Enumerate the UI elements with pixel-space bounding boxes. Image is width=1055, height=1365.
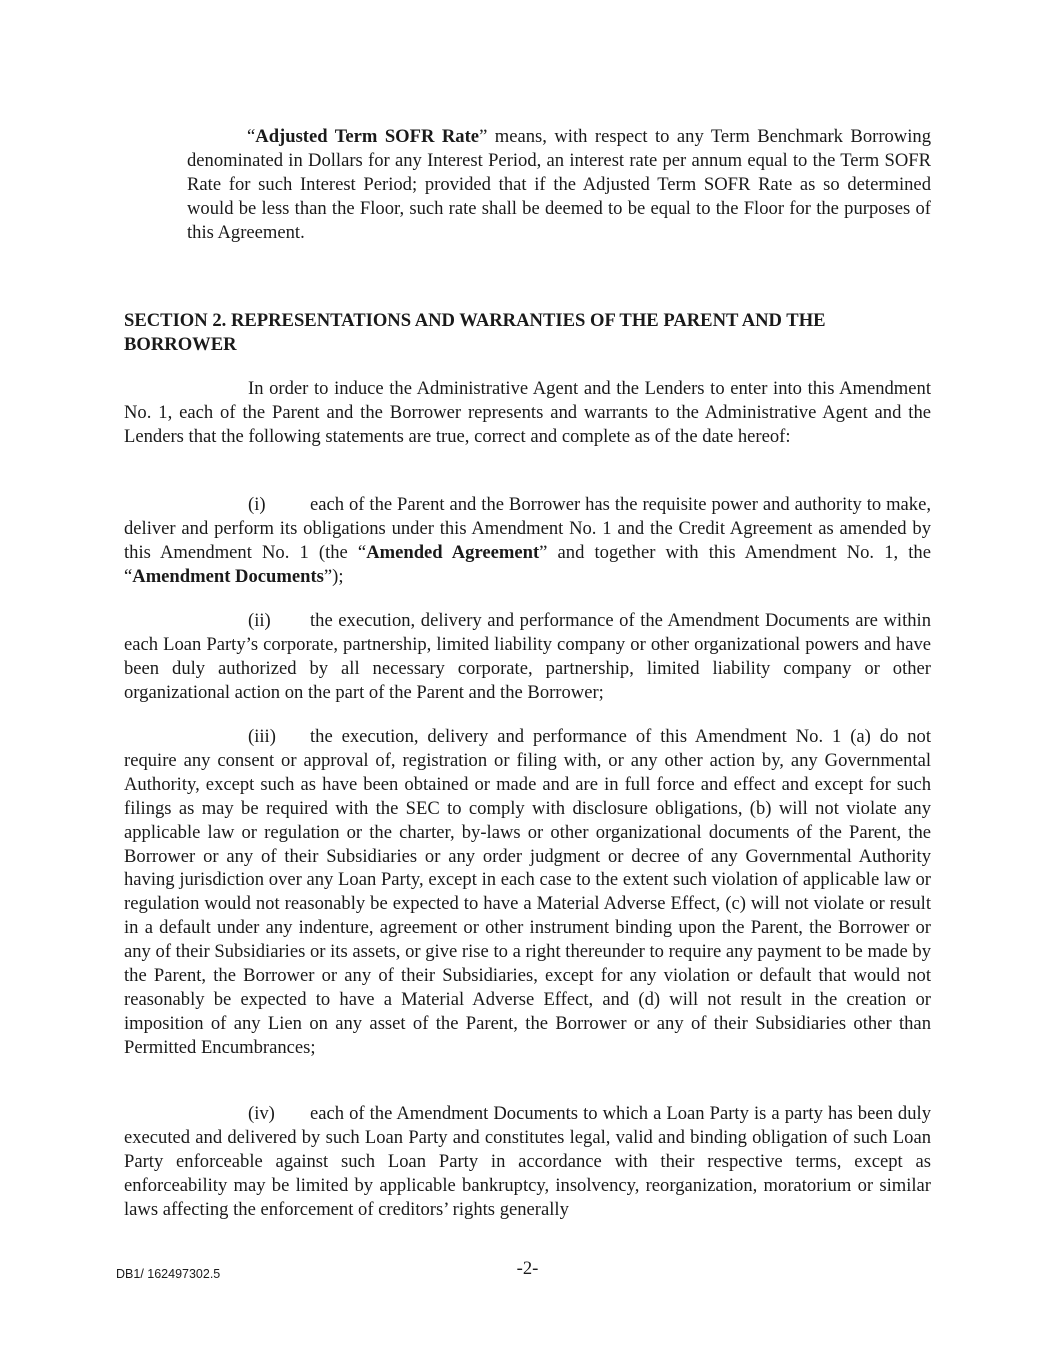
page-number: -2- [516, 1258, 539, 1279]
document-id: DB1/ 162497302.5 [116, 1267, 221, 1281]
definition-open-quote: “ [247, 126, 256, 147]
item-number: (ii) [248, 610, 271, 631]
section-intro-paragraph: In order to induce the Administrative Agent and the Lenders to enter into this Amendment No. 1, each of the Parent and the Borrower represents and warrants to the Administrative Agent and the Lenders that the following statements are true, correct and complete as of the date hereof: [124, 378, 931, 447]
representation-item-iv [124, 1102, 931, 1222]
item-number: (iv) [248, 1103, 275, 1124]
definition-close-quote: ” [479, 126, 488, 147]
section-heading: SECTION 2. REPRESENTATIONS AND WARRANTIES OF THE PARENT AND THE BORROWER [124, 310, 826, 355]
representation-item-iii [124, 725, 931, 1060]
item-text: each of the Amendment Documents to which a Loan Party is a party has been duly executed and delivered by such Loan Party and constitutes legal, valid and binding obligation of such Loan Party enforceable against such Loan Party in accordance with their respective terms, except as enforceability may be limited by applicable bankruptcy, insolvency, reorganization, moratorium or similar laws affecting the enforcement of creditors’ rights generally [124, 1103, 931, 1220]
definition-text: means, with respect to any Term Benchmark Borrowing denominated in Dollars for any Interest Period, an interest rate per annum equal to the Term SOFR Rate for such Interest Period; provided that if the Adjusted Term SOFR Rate as so determined would be less than the Floor, such rate shall be deemed to be equal to the Floor for the purposes of this Agreement. [187, 126, 931, 243]
representation-item-i [124, 493, 931, 589]
item-number: (iii) [248, 726, 276, 747]
defined-term: Adjusted Term SOFR Rate [255, 126, 480, 147]
item-text-after: ”); [323, 565, 344, 587]
item-text: the execution, delivery and performance of this Amendment No. 1 (a) do not require any consent or approval of, registration or filing with, or any other action by, any Governmental Authority, except such as have been obtained or made and are in full force and effect and except for such filings as may be required with the SEC to comply with disclosure obligations, (b) will not violate any applicable law or regulation or the charter, by-laws or other organizational documents of the Parent, the Borrower or any of their Subsidiaries or any order judgment or decree of any Governmental Authority having jurisdiction over any Loan Party, except in each case to the extent such violation of applicable law or regulation would not reasonably be expected to have a Material Adverse Effect, (c) will not violate or result in a default under any indenture, agreement or other instrument binding upon the Parent, the Borrower or any of their Subsidiaries or its assets, or give rise to a right thereunder to require any payment to be made by the Parent, the Borrower or any of their Subsidiaries, except for any violation or default that would not reasonably be expected to have a Material Adverse Effect, and (d) will not result in the creation or imposition of any Lien on any asset of the Parent, the Borrower or any of their Subsidiaries other than Permitted Encumbrances; [124, 726, 931, 1058]
item-text-middle: ” and together with this Amendment No. 1, the “ [124, 541, 931, 587]
defined-term-amendment-documents: Amendment Documents [132, 565, 324, 587]
definition-adjusted-term-sofr-rate [187, 125, 931, 245]
item-text: the execution, delivery and performance of the Amendment Documents are within each Loan Party’s corporate, partnership, limited liability company or other organizational powers and have been duly authorized by all necessary corporate, partnership, limited liability company or other organizational action on the part of the Parent and the Borrower; [124, 610, 931, 703]
item-number: (i) [248, 494, 266, 515]
defined-term-amended-agreement: Amended Agreement [366, 541, 540, 563]
item-text-before: each of the Parent and the Borrower has the requisite power and authority to make, deliver and perform its obligations under this Amendment No. 1 and the Credit Agreement as amended by this Amendment No. 1 (the “ [124, 494, 931, 563]
representation-item-ii [124, 609, 931, 705]
